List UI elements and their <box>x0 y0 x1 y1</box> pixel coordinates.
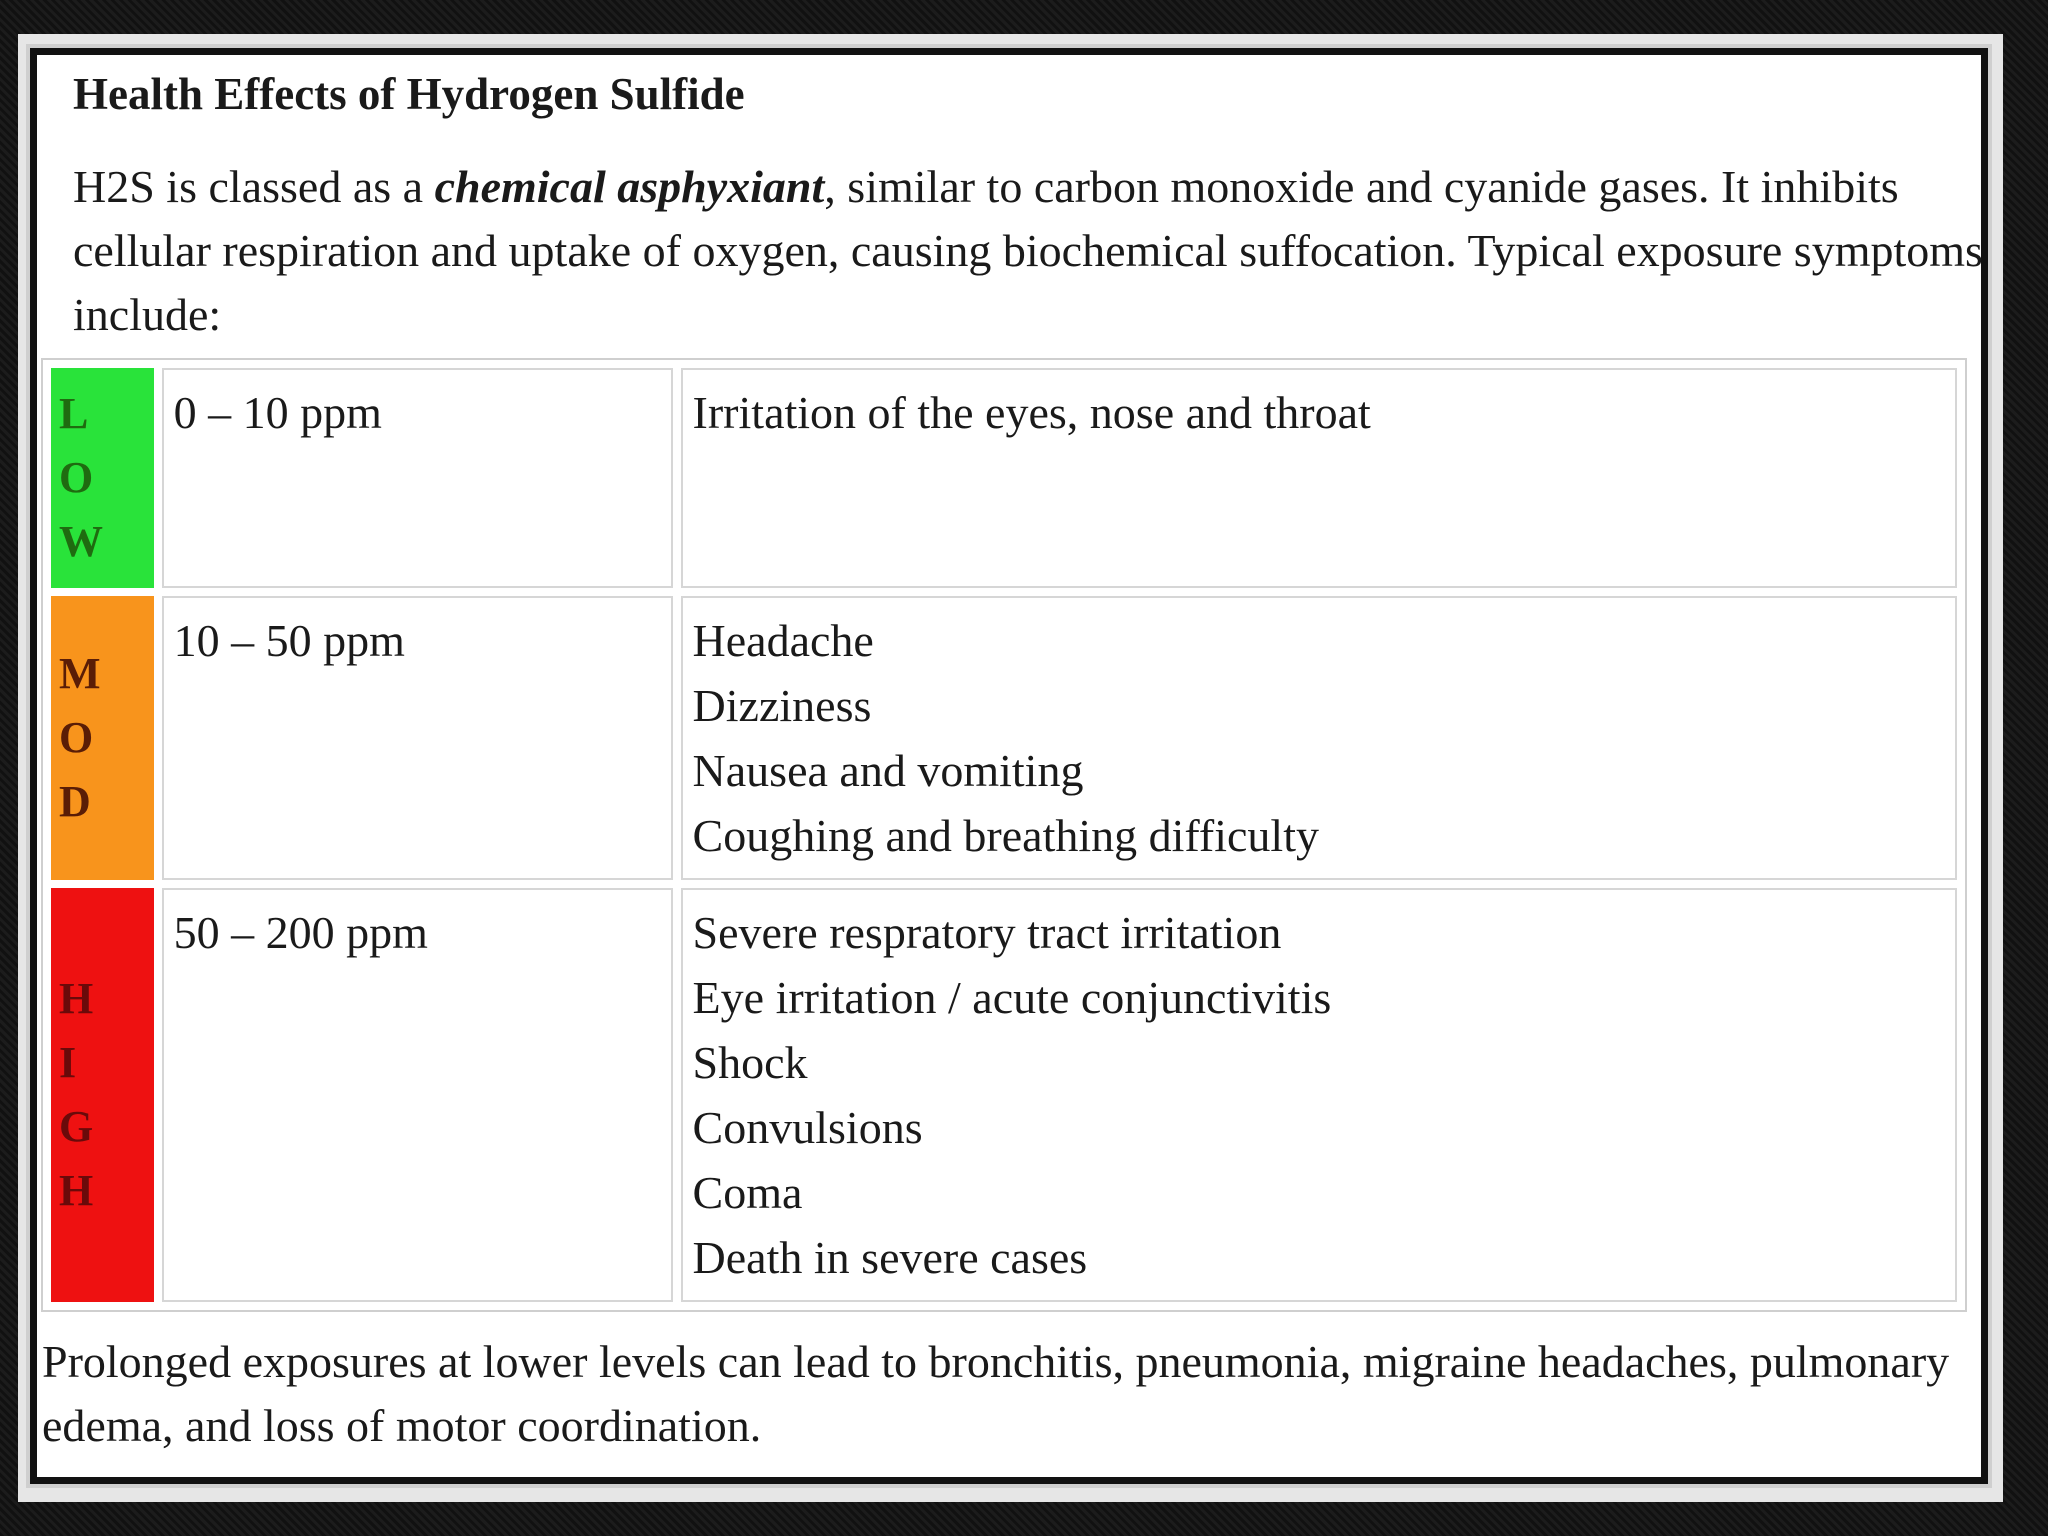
symptoms-moderate <box>681 596 1957 880</box>
symptom-item: Irritation of the eyes, nose and throat <box>692 387 1371 438</box>
table-row-moderate <box>51 596 1957 880</box>
level-letter: W <box>59 517 103 566</box>
level-letter: L <box>59 389 89 438</box>
symptom-item: Shock <box>692 1037 808 1088</box>
symptoms-high <box>681 888 1957 1302</box>
page-title: Health Effects of Hydrogen Sulfide <box>73 69 745 119</box>
table-row-low <box>51 368 1957 588</box>
level-letter: G <box>59 1102 94 1151</box>
symptom-item: Headache <box>692 615 874 666</box>
level-letter: D <box>59 777 91 826</box>
footer-paragraph: Prolonged exposures at lower levels can lead to bronchitis, pneumonia, migraine headaches, pulmonary edema, and loss of motor coordination. <box>42 1336 1950 1451</box>
intro-text-after: , similar to carbon monoxide and cyanide gases. It inhibits cellular respiration and uptake of oxygen, causing biochemical suffocation. Typical exposure symptoms include: <box>73 161 1983 340</box>
symptom-item: Eye irritation / acute conjunctivitis <box>692 972 1332 1023</box>
level-letter: O <box>59 713 94 762</box>
level-letter: I <box>59 1038 77 1087</box>
symptom-item: Coughing and breathing difficulty <box>692 810 1319 861</box>
table-row-high <box>51 888 1957 1302</box>
intro-text-before: H2S is classed as a <box>73 161 435 212</box>
intro-emphasis: chemical asphyxiant <box>434 161 825 212</box>
intro-paragraph <box>73 155 1993 347</box>
level-badge-moderate <box>51 596 154 880</box>
level-letter: H <box>59 974 94 1023</box>
symptom-item: Convulsions <box>692 1102 923 1153</box>
document-content <box>73 65 1993 347</box>
exposure-levels-table <box>41 358 1967 1312</box>
symptom-item: Coma <box>692 1167 803 1218</box>
ppm-range-moderate: 10 – 50 ppm <box>162 596 673 880</box>
ppm-range-high: 50 – 200 ppm <box>162 888 673 1302</box>
level-letter: O <box>59 453 94 502</box>
level-letter: M <box>59 649 101 698</box>
symptom-item: Dizziness <box>692 680 872 731</box>
level-badge-low <box>51 368 154 588</box>
symptom-item: Nausea and vomiting <box>692 745 1084 796</box>
ppm-range-low: 0 – 10 ppm <box>162 368 673 588</box>
symptoms-low <box>681 368 1957 588</box>
symptom-item: Death in severe cases <box>692 1232 1088 1283</box>
symptom-item: Severe respratory tract irritation <box>692 907 1282 958</box>
level-letter: H <box>59 1166 94 1215</box>
level-badge-high <box>51 888 154 1302</box>
